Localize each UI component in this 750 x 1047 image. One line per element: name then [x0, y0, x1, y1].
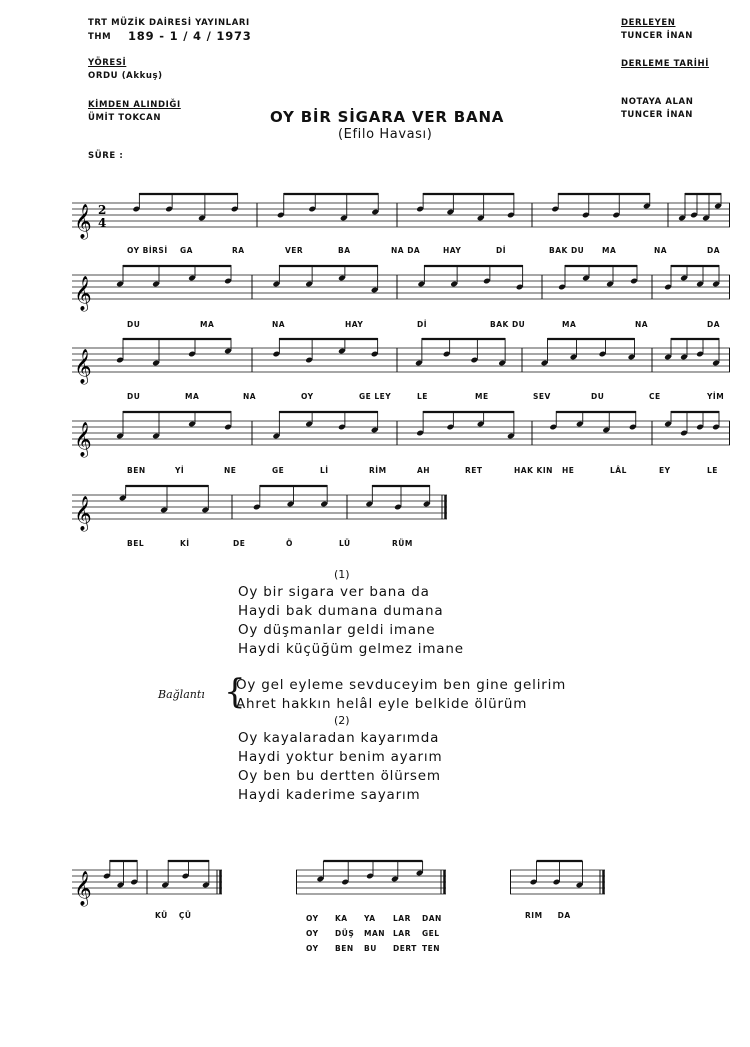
staff-system-1 — [72, 195, 730, 239]
syllable: NA — [654, 246, 668, 255]
verse2-number: (2) — [334, 714, 350, 727]
syllable: KA — [335, 914, 348, 923]
syllable: DU — [127, 320, 141, 329]
syllable: DE — [233, 539, 246, 548]
syllable: BAK DU — [549, 246, 585, 255]
verse1-line: Oy bir sigara ver bana da — [238, 584, 430, 600]
syllable: NA — [243, 392, 257, 401]
syllable: HAY — [443, 246, 462, 255]
syllable: YA — [364, 914, 376, 923]
brace-icon: { — [224, 672, 246, 712]
syllable: MA — [185, 392, 200, 401]
syllable: DU — [127, 392, 141, 401]
duration-label: SÜRE : — [88, 151, 124, 161]
publisher: TRT MÜZİK DAİRESİ YAYINLARI — [88, 18, 250, 28]
syllable: GA — [180, 246, 193, 255]
appendix-staff-b — [296, 862, 446, 902]
syllable: GEL — [422, 929, 440, 938]
syllable: LAR — [393, 929, 411, 938]
syllable: RET — [465, 466, 483, 475]
syllable: CE — [649, 392, 661, 401]
syllable: LAR — [393, 914, 411, 923]
treble-clef-icon: 𝄞 — [74, 496, 92, 531]
appendix-lyrics-c — [525, 911, 571, 920]
baglanti-text — [236, 676, 566, 714]
syllable: MAN — [364, 929, 386, 938]
syllable: OY — [306, 929, 319, 938]
syllable: DA — [707, 320, 721, 329]
syllable: BEL — [127, 539, 145, 548]
syllable: RA — [232, 246, 245, 255]
syllable: MA — [200, 320, 215, 329]
date-label: DERLEME TARİHİ — [621, 59, 709, 69]
syllable: RIM — [525, 911, 543, 920]
song-subtitle: (Efilo Havası) — [338, 127, 433, 142]
treble-clef-icon: 𝄞 — [74, 871, 92, 906]
syllable: GE — [272, 466, 285, 475]
syllable: EY — [659, 466, 671, 475]
song-title: OY BİR SİGARA VER BANA — [270, 108, 505, 126]
verse1-text — [238, 583, 464, 659]
syllable: NA — [635, 320, 649, 329]
syllable: DA — [707, 246, 721, 255]
appendix-lyric-line — [306, 941, 451, 956]
syllable: NA — [272, 320, 286, 329]
verse1-line: Haydi küçüğüm gelmez imane — [238, 641, 464, 657]
notation-label: NOTAYA ALAN — [621, 97, 694, 107]
syllable: HAY — [345, 320, 364, 329]
syllable: Lİ — [320, 466, 329, 475]
syllable: OY — [306, 944, 319, 953]
appendix-lyrics-a — [155, 911, 192, 920]
verse1-line: Haydi bak dumana dumana — [238, 603, 444, 619]
syllable: OY BİRSİ — [127, 246, 168, 255]
staff-system-2 — [72, 267, 730, 311]
baglanti-line: Ahret hakkın helâl eyle belkide ölürüm — [236, 696, 528, 712]
syllable: NA DA — [391, 246, 421, 255]
syllable: ÇÜ — [178, 911, 192, 920]
syllable: GE LEY — [359, 392, 392, 401]
syllable: LE — [417, 392, 428, 401]
source-value: ÜMİT TOKCAN — [88, 113, 162, 123]
syllable: RİM — [369, 466, 387, 475]
syllable: Dİ — [417, 320, 428, 329]
syllable: ME — [475, 392, 489, 401]
region-label: YÖRESİ — [88, 58, 127, 68]
syllable: BEN — [127, 466, 146, 475]
syllable: AH — [417, 466, 431, 475]
verse1-number: (1) — [334, 568, 350, 581]
syllable: LÂL — [610, 466, 627, 475]
syllable: OY — [306, 914, 319, 923]
syllable: Dİ — [496, 246, 507, 255]
appendix-staff-c — [510, 862, 605, 902]
verse2-line: Haydi yoktur benim ayarım — [238, 749, 443, 765]
appendix-lyric-line — [306, 911, 451, 926]
syllable: LÜ — [339, 539, 351, 548]
syllable: Yİ — [175, 466, 185, 475]
appendix-staff-a — [72, 862, 222, 906]
verse2-line: Haydi kaderime sayarım — [238, 787, 421, 803]
syllable: MA — [562, 320, 577, 329]
syllable: BA — [338, 246, 351, 255]
syllable: BU — [364, 944, 377, 953]
time-signature-top: 2 — [98, 203, 107, 217]
syllable: HAK KIN — [514, 466, 553, 475]
verse2-text — [238, 729, 442, 805]
syllable: TEN — [422, 944, 441, 953]
source-label: KİMDEN ALINDIĞI — [88, 100, 181, 110]
syllable: DERT — [393, 944, 417, 953]
syllable: VER — [285, 246, 304, 255]
syllable: NE — [224, 466, 237, 475]
syllable: MA — [602, 246, 617, 255]
treble-clef-icon: 𝄞 — [74, 204, 92, 239]
syllable: DU — [591, 392, 605, 401]
syllable: YİM — [707, 392, 725, 401]
notation-value: TUNCER İNAN — [621, 110, 693, 120]
staff-system-4 — [72, 413, 730, 457]
verse1-line: Oy düşmanlar geldi imane — [238, 622, 436, 638]
syllable: BEN — [335, 944, 354, 953]
syllable: KÜ — [155, 911, 168, 920]
thm-number: 189 - 1 / 4 / 1973 — [128, 29, 252, 43]
appendix-lyric-line — [306, 926, 451, 941]
baglanti-label: Bağlantı — [158, 688, 205, 701]
syllable: Kİ — [180, 539, 190, 548]
verse2-line: Oy ben bu dertten ölürsem — [238, 768, 441, 784]
treble-clef-icon: 𝄞 — [74, 349, 92, 384]
collector-label: DERLEYEN — [621, 18, 676, 28]
appendix-lyrics-b — [306, 911, 451, 956]
thm-label: THM — [88, 32, 112, 42]
syllable: HE — [562, 466, 575, 475]
staff-system-5 — [72, 487, 447, 531]
time-signature-bottom: 4 — [98, 216, 107, 230]
verse2-line: Oy kayalaradan kayarımda — [238, 730, 440, 746]
staff-system-3 — [72, 340, 730, 384]
syllable: Ö — [286, 539, 293, 548]
region-value: ORDU (Akkuş) — [88, 71, 163, 81]
treble-clef-icon: 𝄞 — [74, 422, 92, 457]
syllable: RÜM — [392, 539, 413, 548]
syllable: DA — [557, 911, 571, 920]
syllable: SEV — [533, 392, 551, 401]
syllable: BAK DU — [490, 320, 526, 329]
syllable: OY — [301, 392, 314, 401]
syllable: DAN — [422, 914, 442, 923]
syllable: LE — [707, 466, 718, 475]
collector-value: TUNCER İNAN — [621, 31, 693, 41]
treble-clef-icon: 𝄞 — [74, 276, 92, 311]
baglanti-line: Oy gel eyleme sevduceyim ben gine gelirim — [236, 677, 567, 693]
syllable: DÜŞ — [335, 929, 355, 938]
